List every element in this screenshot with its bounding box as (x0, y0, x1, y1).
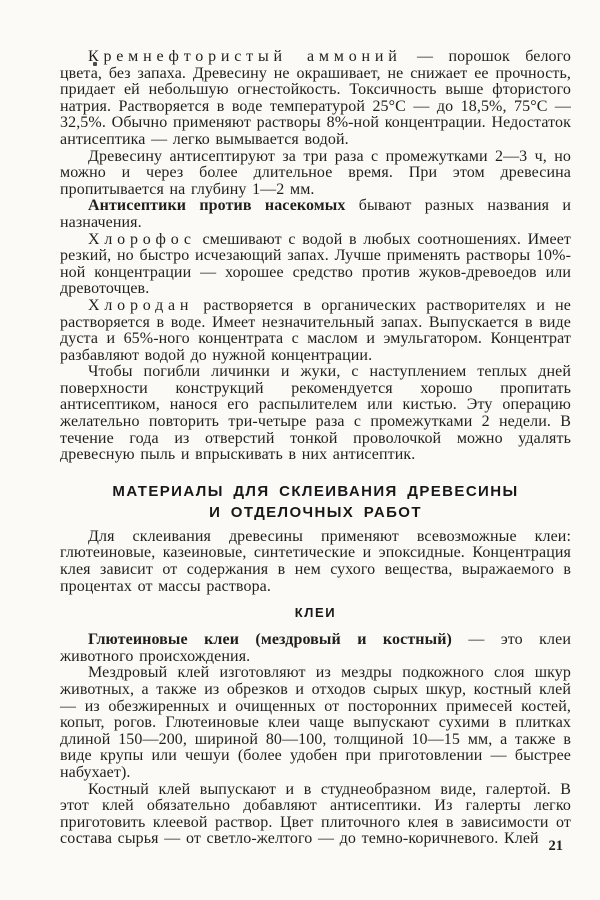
page-text-block (60, 49, 571, 848)
paragraph-chlorophos (60, 232, 571, 298)
term-letterspaced-chlorophos: Хлорофос (88, 230, 196, 248)
paragraph-bone-glue-jelly: Костный клей выпускают и в студнеобразном виде, галертой. В этот клей обязательно добавляют антисептики. Из галерты легко приготовить клеевой раствор. Цвет плиточного клея в зависимости от состава сырья — от светло-желтого — до темно-коричневого. Клей (60, 780, 571, 848)
paragraph-ammonium-silicofluoride (60, 49, 571, 149)
section-heading (60, 481, 571, 524)
term-letterspaced-ammonium: Кремнефтористый аммоний (88, 48, 402, 65)
paragraph-text: смешивают с водой в любых соотношениях. Имеет резкий, но быстро исчезающий запах. Лучше применять растворы 10%-ной концентрации — хорошее средство против жуков-древоедов или древоточцев. (60, 230, 571, 298)
paragraph-chlordan (60, 298, 571, 364)
term-letterspaced-chlordan: Хлородан (88, 296, 194, 314)
paragraph-text: — порошок белого цвета, без запаха. Древесину не окрашивает, не снижает ее прочность, придает ей небольшую огнестойкость. Токсичность выше фтористого натрия. Растворяется в воде температурой 25°С — до 18,5%, 75°С — 32,5%. Обычно применяют растворы 8%-ной концентрации. Недостаток антисептика — легко вымывается водой. (60, 48, 571, 148)
bold-lead-insect-antiseptics: Антисептики против насекомых (88, 197, 346, 215)
paragraph-text: бывают разных названия и назначения. (60, 197, 572, 231)
paragraph-insect-antiseptics (60, 198, 571, 231)
paragraph-glue-intro: Для склеивания древесины применяют всевозможные клеи: глютеиновые, казеиновые, синтетические и эпоксидные. Концентрация клея зависит от содержания в нем сухого вещества, выражаемого в процентах от массы раствора. (60, 527, 571, 595)
paragraph-treatment-schedule: Древесину антисептируют за три раза с промежутками 2—3 ч, но можно и через более длительное время. При этом древесина пропитывается на глубину 1—2 мм. (60, 147, 571, 198)
paragraph-glutin-glues (60, 632, 571, 665)
page-number: 21 (548, 838, 563, 854)
subsection-heading-glues: КЛЕИ (294, 605, 337, 621)
paragraph-text: растворяется в органических растворителях и не растворяется в воде. Имеет незначительный запах. Выпускается в виде дуста и 65%-ного концентрата с маслом и эмульгатором. Концентрат разбавляют водой до нужной концентрации. (60, 296, 571, 364)
paragraph-larvae-beetles: Чтобы погибли личинки и жуки, с наступлением теплых дней поверхности конструкций рекомендуется хорошо пропитать антисептиком, нанося его распылителем или кистью. Эту операцию желательно повторить три-четыре раза с промежутками 2 недели. В течение года из отверстий тонкой проволочкой можно удалять древесную пыль и впрыскивать в них антисептик. (60, 363, 571, 464)
section-heading-line2: И ОТДЕЛОЧНЫХ РАБОТ (209, 504, 422, 522)
bold-lead-glutin-glues: Глютеиновые клеи (мездровый и костный) (88, 631, 452, 649)
paragraph-glue-manufacture: Мездровый клей изготовляют из мездры подкожного слоя шкур животных, а также из обрезков и отходов сырых шкур, костный клей — из обезжиренных и очищенных от посторонних примесей костей, копыт, рогов. Глютеиновые клеи чаще выпускают сухими в плитках длиной 150—200, шириной 80—100, толщиной 10—15 мм, а также в виде крупы или чешуи (более удобен при приготовлении — быстрее набухает). (60, 664, 571, 781)
paragraph-text: — это клеи животного происхождения. (60, 631, 572, 665)
section-heading-line1: МАТЕРИАЛЫ ДЛЯ СКЛЕИВАНИЯ ДРЕВЕСИНЫ (112, 482, 519, 500)
